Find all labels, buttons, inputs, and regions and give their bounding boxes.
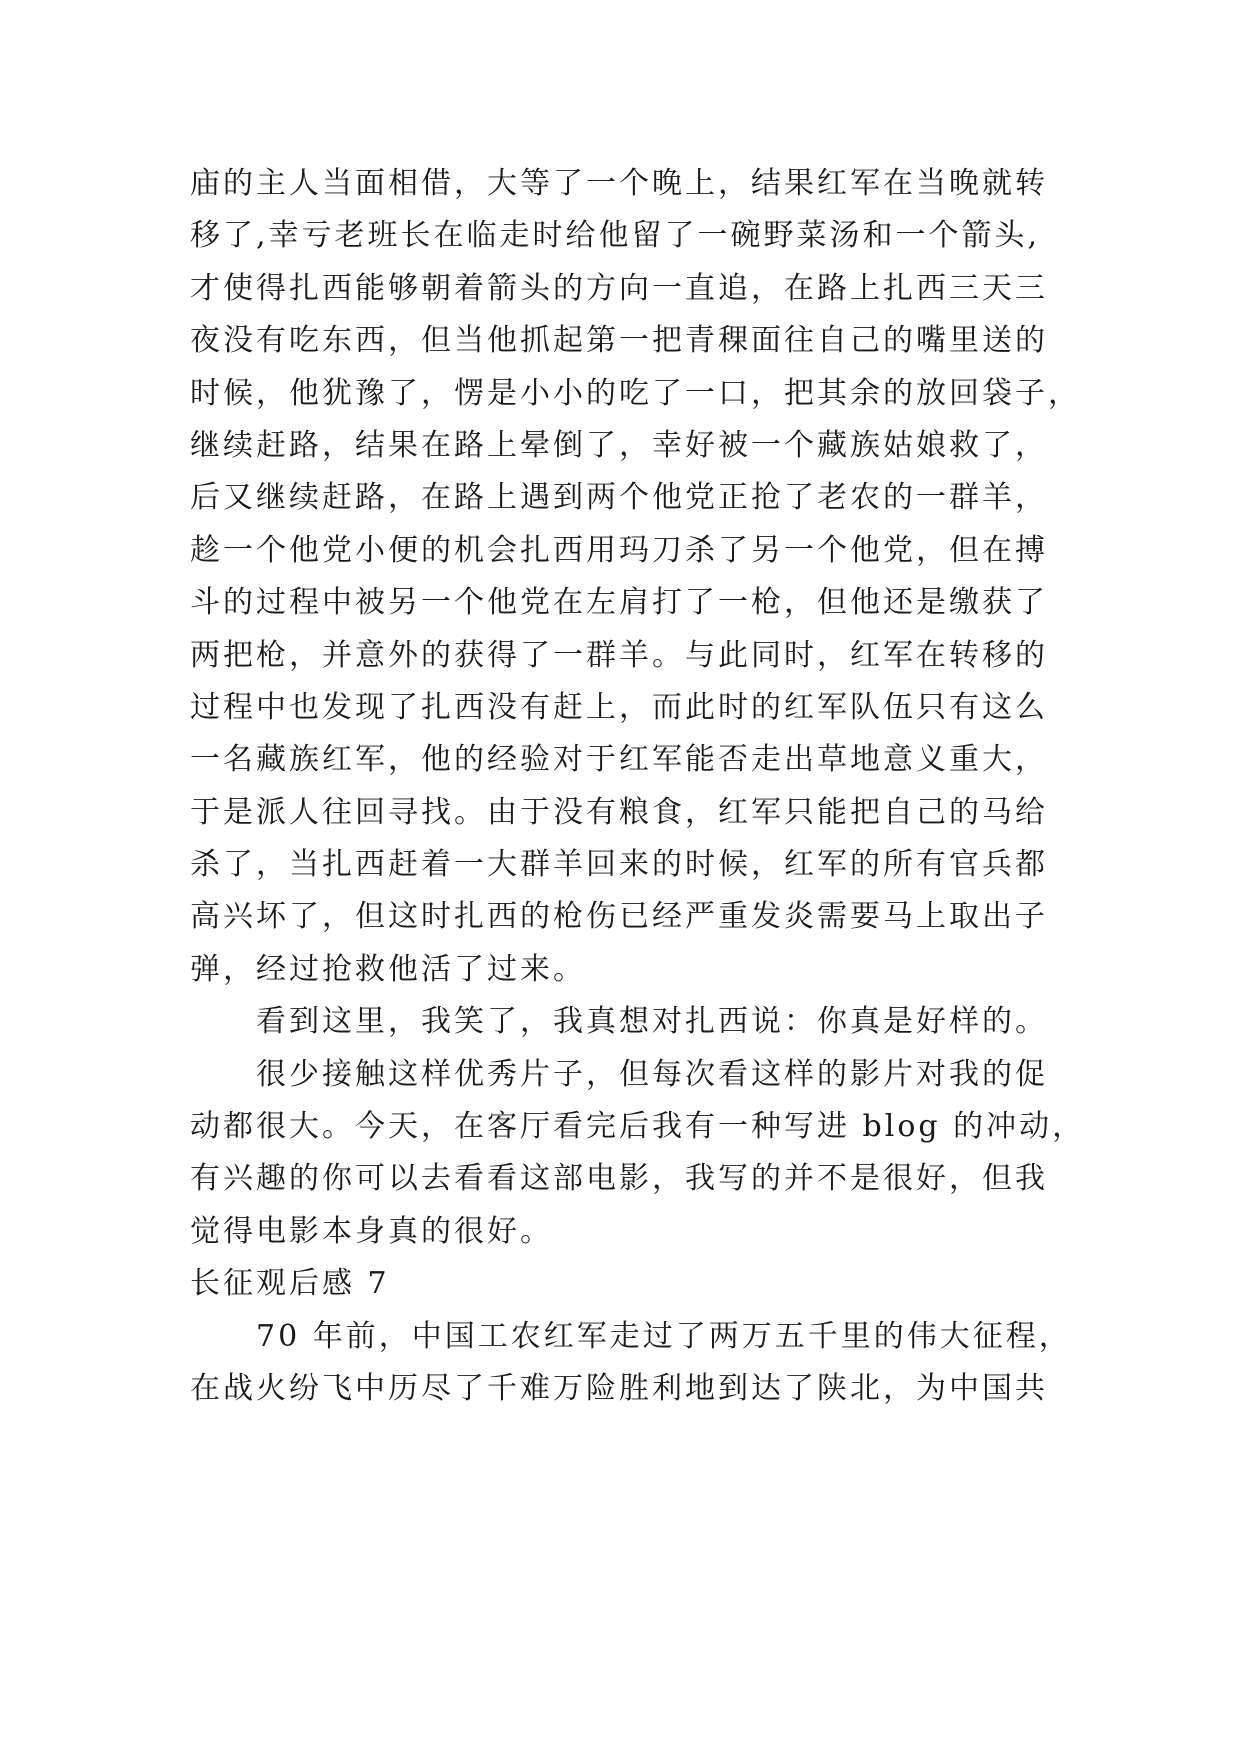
text-line: 有兴趣的你可以去看看这部电影，我写的并不是很好，但我 <box>190 1161 1048 1197</box>
section-heading: 长征观后感 7 <box>190 1266 390 1302</box>
paragraph-start: 很少接触这样优秀片子，但每次看这样的影片对我的促 <box>256 1056 1048 1092</box>
text-line: 两把枪，并意外的获得了一群羊。与此同时，红军在转移的 <box>190 637 1048 673</box>
text-line: 移了,幸亏老班长在临走时给他留了一碗野菜汤和一个箭头, <box>190 218 1041 254</box>
text-line: 斗的过程中被另一个他党在左肩打了一枪，但他还是缴获了 <box>190 585 1048 621</box>
text-line: 过程中也发现了扎西没有赶上，而此时的红军队伍只有这么 <box>190 689 1048 725</box>
text-line: 时候，他犹豫了，愣是小小的吃了一口，把其余的放回袋子， <box>190 375 1081 411</box>
text-line: 动都很大。今天，在客厅看完后我有一种写进 blog 的冲动， <box>190 1109 1086 1145</box>
text-line: 弹，经过抢救他活了过来。 <box>190 951 586 987</box>
text-line: 趁一个他党小便的机会扎西用玛刀杀了另一个他党，但在搏 <box>190 532 1048 568</box>
text-line: 庙的主人当面相借，大等了一个晚上，结果红军在当晚就转 <box>190 166 1048 201</box>
text-line: 才使得扎西能够朝着箭头的方向一直追，在路上扎西三天三 <box>190 270 1048 306</box>
paragraph-start: 看到这里，我笑了，我真想对扎西说：你真是好样的。 <box>256 1004 1048 1040</box>
body-text <box>190 158 1090 1415</box>
text-line: 夜没有吃东西，但当他抓起第一把青稞面往自己的嘴里送的 <box>190 323 1048 359</box>
text-line: 高兴坏了，但这时扎西的枪伤已经严重发炎需要马上取出子 <box>190 899 1048 935</box>
paragraph-start: 70 年前，中国工农红军走过了两万五千里的伟大征程， <box>256 1318 1072 1354</box>
text-line: 在战火纷飞中历尽了千难万险胜利地到达了陕北，为中国共 <box>190 1370 1048 1406</box>
text-line: 后又继续赶路，在路上遇到两个他党正抢了老农的一群羊， <box>190 480 1048 516</box>
text-line: 继续赶路，结果在路上晕倒了，幸好被一个藏族姑娘救了， <box>190 427 1048 463</box>
text-line: 于是派人往回寻找。由于没有粮食，红军只能把自己的马给 <box>190 794 1048 830</box>
text-line: 杀了，当扎西赶着一大群羊回来的时候，红军的所有官兵都 <box>190 847 1048 883</box>
text-line: 觉得电影本身真的很好。 <box>190 1213 553 1249</box>
text-line: 一名藏族红军，他的经验对于红军能否走出草地意义重大， <box>190 742 1048 778</box>
